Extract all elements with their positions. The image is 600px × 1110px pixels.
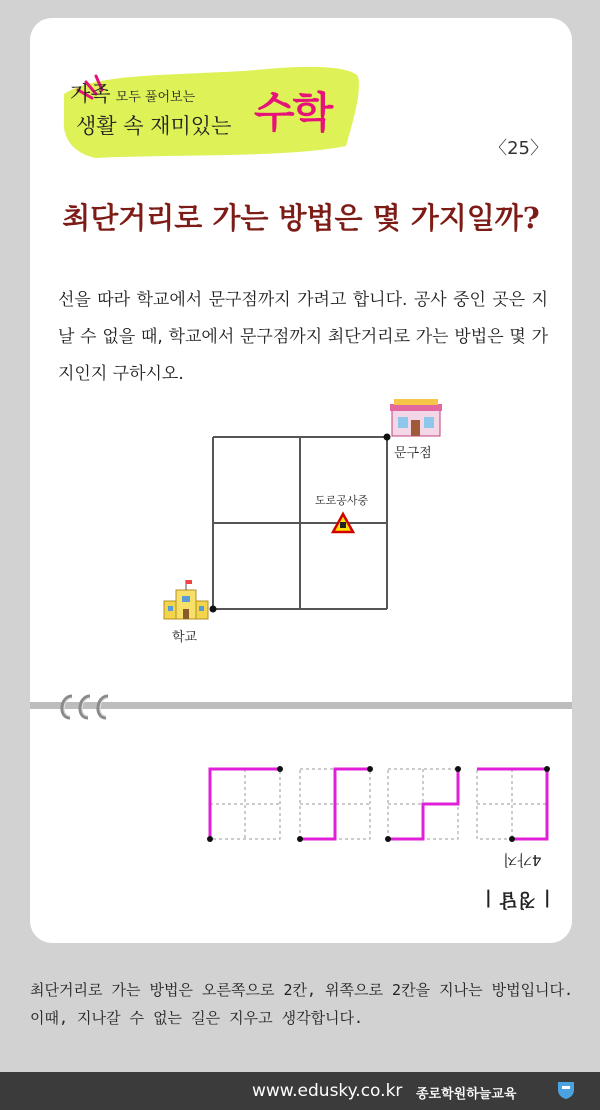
construction-icon [333,514,353,532]
shop-label: 문구점 [394,446,432,461]
banner-subtitle: 모두 풀어보는 [115,90,196,105]
construction-label: 도로공사중 [315,494,369,507]
page-title: 최단거리로 가는 방법은 몇 가지일까? [62,201,540,235]
brand-logo-icon [556,1080,576,1100]
school-label: 학교 [172,630,198,645]
school-icon [164,580,208,619]
banner-line1 [70,78,195,108]
question-text: 선을 따라 학교에서 문구점까지 가려고 합니다. 공사 중인 곳은 지날 수 없을 때, 학교에서 문구점까지 최단거리로 가는 방법은 몇 가지인지 구하시오. [58,290,548,384]
footer-bar [0,1072,600,1110]
explanation-text: 최단거리로 가는 방법은 오른쪽으로 2칸, 위쪽으로 2칸을 지나는 방법입니다. 이때, 지나갈 수 없는 길은 지우고 생각합니다. [30,981,574,1027]
banner-family: 가족 [70,82,111,106]
banner-math: 수학 [254,88,332,137]
banner-line2: 생활 속 재미있는 [76,114,232,138]
answer-label: | 정답 | [483,889,550,910]
problem-card [30,18,572,943]
footer-url[interactable]: www.edusky.co.kr [252,1081,403,1101]
footer-brand: 종로학원하늘교육 [416,1087,517,1102]
issue-number: 〈25〉 [489,138,548,159]
shop-icon [390,399,442,436]
answer-count: 4가지 [503,851,542,869]
